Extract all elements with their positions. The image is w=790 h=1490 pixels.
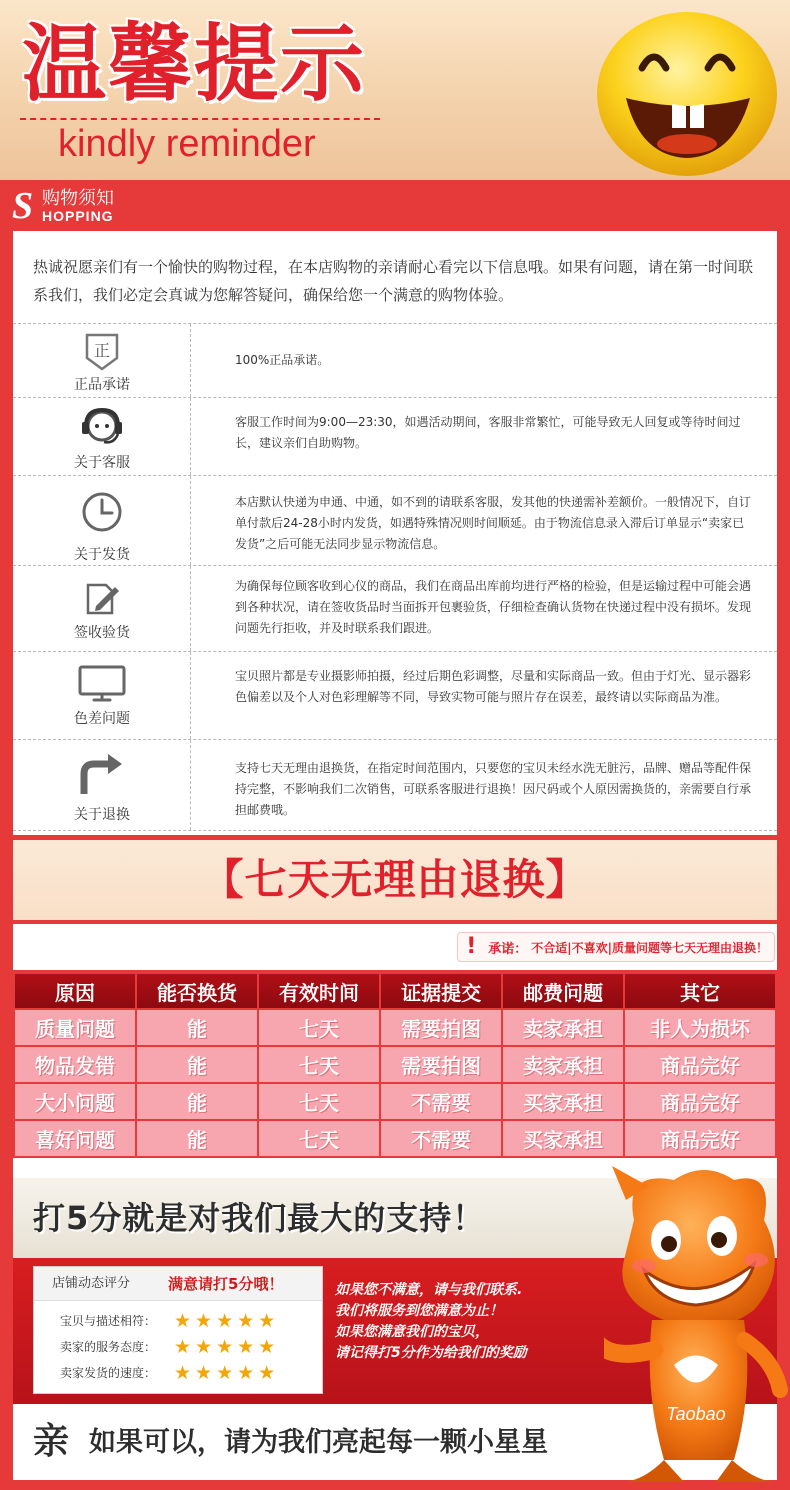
table-row	[14, 1009, 776, 1046]
table-cell: 大小问题	[14, 1083, 136, 1120]
table-cell: 质量问题	[14, 1009, 136, 1046]
table-cell: 商品完好	[624, 1083, 776, 1120]
page-title: 温馨提示	[22, 15, 367, 113]
smiley-face-icon	[594, 6, 780, 176]
table-cell: 七天	[258, 1083, 380, 1120]
shopping-logo-letter: S	[12, 185, 34, 227]
page-subtitle: kindly reminder	[58, 123, 316, 165]
table-cell: 需要拍图	[380, 1009, 502, 1046]
notice-text: 为确保每位顾客收到心仪的商品，我们在商品出库前均进行严格的检验，但是运输过程中可能会遇到各种状况，请在签收货品时当面拆开包裹验货，仔细检查确认货物在快递过程中没有损坏。发现问题先行拒收，并及时联系我们跟进。	[235, 579, 752, 635]
table-cell: 买家承担	[502, 1083, 624, 1120]
sign-document-icon	[82, 582, 122, 616]
notice-label: 正品承诺	[74, 377, 130, 393]
genuine-badge-icon	[82, 332, 122, 372]
notice-label: 关于退换	[74, 807, 130, 823]
table-cell: 卖家承担	[502, 1046, 624, 1083]
rating-line-shipping	[60, 1361, 320, 1385]
table-cell: 商品完好	[624, 1046, 776, 1083]
rating-label: 卖家发货的速度：	[60, 1366, 157, 1380]
title-divider	[20, 118, 380, 120]
notice-text: 100%正品承诺。	[235, 353, 330, 367]
notice-item-return	[13, 739, 777, 831]
intro-text: 热诚祝愿亲们有一个愉快的购物过程，在本店购物的亲请耐心看完以下信息哦。如果有问题，请在第一时间联系我们，我们必定会真诚为您解答疑问，确保给您一个满意的购物体验。	[33, 258, 754, 304]
table-header-cell: 其它	[624, 973, 776, 1009]
table-cell: 买家承担	[502, 1120, 624, 1157]
return-arrow-icon	[78, 752, 126, 796]
table-cell: 七天	[258, 1046, 380, 1083]
svg-text:正: 正	[93, 341, 110, 360]
table-cell: 不需要	[380, 1120, 502, 1157]
rating-label: 卖家的服务态度：	[60, 1340, 157, 1354]
final-appeal-text: 如果可以，请为我们亮起每一颗小星星	[89, 1427, 548, 1458]
notice-label: 签收验货	[74, 625, 130, 641]
table-header-cell: 有效时间	[258, 973, 380, 1009]
monitor-icon	[77, 664, 127, 704]
table-header-row	[14, 973, 776, 1009]
rating-line-description	[60, 1309, 320, 1333]
table-cell: 物品发错	[14, 1046, 136, 1083]
table-row	[14, 1120, 776, 1157]
rating-label: 宝贝与描述相符：	[60, 1314, 157, 1328]
rating-card-hint: 满意请打5分哦！	[168, 1275, 284, 1293]
table-cell: 能	[136, 1120, 258, 1157]
notice-text: 本店默认快递为申通、中通，如不到的请联系客服，发其他的快递需补差额价。一般情况下，自订单付款后24-28小时内发货，如遇特殊情况则时间顺延。由于物流信息录入滞后订单显示“卖家已发货”之后可能无法同步显示物流信息。	[235, 495, 752, 551]
shopping-logo-cn: 购物须知	[42, 188, 114, 209]
table-row	[14, 1083, 776, 1120]
promise-label: 承诺：	[488, 941, 528, 957]
svg-text:Taobao: Taobao	[666, 1404, 726, 1424]
table-cell: 卖家承担	[502, 1009, 624, 1046]
rating-card-header	[34, 1267, 322, 1301]
shopping-notice-panel	[13, 231, 777, 835]
customer-service-icon	[78, 406, 126, 450]
return-policy-title: 【七天无理由退换】	[201, 855, 589, 904]
shopping-logo-en: HOPPING	[42, 208, 114, 224]
slogan-line: 我们将服务到您满意为止！	[335, 1303, 503, 1319]
table-row	[14, 1046, 776, 1083]
header-banner	[0, 0, 790, 180]
table-cell: 不需要	[380, 1083, 502, 1120]
table-cell: 能	[136, 1083, 258, 1120]
slogan-line: 如果您不满意，请与我们联系.	[335, 1282, 523, 1298]
table-cell: 喜好问题	[14, 1120, 136, 1157]
notice-item-color	[13, 651, 777, 739]
final-appeal-big: 亲	[33, 1421, 70, 1462]
return-policy-table	[13, 972, 777, 1158]
notice-list	[13, 323, 777, 831]
table-cell: 能	[136, 1009, 258, 1046]
slogan-list	[335, 1280, 635, 1364]
star-rating-icon[interactable]: ★★★★★	[174, 1336, 280, 1358]
notice-label: 关于客服	[74, 455, 130, 471]
shopping-logo	[12, 186, 142, 226]
table-header-cell: 原因	[14, 973, 136, 1009]
table-cell: 商品完好	[624, 1120, 776, 1157]
promise-badge	[457, 932, 775, 962]
slogan-line: 如果您满意我们的宝贝，	[335, 1324, 489, 1340]
notice-text: 客服工作时间为9:00—23:30，如遇活动期间，客服非常繁忙，可能导致无人回复或等待时间过长，建议亲们自助购物。	[235, 415, 741, 450]
notice-item-shipping	[13, 475, 777, 565]
table-cell: 需要拍图	[380, 1046, 502, 1083]
support-title: 打5分就是对我们最大的支持！	[33, 1199, 486, 1237]
rating-line-service	[60, 1335, 320, 1359]
notice-text: 宝贝照片都是专业摄影师拍摄，经过后期色彩调整，尽量和实际商品一致。但由于灯光、显示器彩色偏差以及个人对色彩理解等不同，导致实物可能与照片存在误差，最终请以实际商品为准。	[235, 669, 752, 704]
promise-strip	[13, 924, 777, 970]
star-rating-icon[interactable]: ★★★★★	[174, 1310, 280, 1332]
notice-text: 支持七天无理由退换货，在指定时间范围内，只要您的宝贝未经水洗无脏污，品牌、赠品等配件保持完整，不影响我们二次销售，可联系客服进行退换！因尺码或个人原因需换货的，亲需要自行承担邮费哦。	[235, 761, 752, 817]
shop-rating-card	[33, 1266, 323, 1394]
slogan-line: 请记得打5分作为给我们的奖励	[335, 1345, 527, 1361]
notice-label: 关于发货	[74, 547, 130, 563]
table-cell: 七天	[258, 1009, 380, 1046]
notice-item-inspection	[13, 565, 777, 651]
taobao-mascot-icon	[604, 1160, 790, 1490]
table-header-cell: 能否换货	[136, 973, 258, 1009]
notice-item-genuine	[13, 323, 777, 397]
return-policy-banner	[13, 840, 777, 920]
table-cell: 非人为损坏	[624, 1009, 776, 1046]
clock-icon	[80, 490, 124, 534]
notice-item-service	[13, 397, 777, 475]
promise-text: 不合适|不喜欢|质量问题等七天无理由退换！	[531, 940, 768, 955]
table-header-cell: 邮费问题	[502, 973, 624, 1009]
exclamation-icon: !	[466, 934, 477, 959]
notice-label: 色差问题	[74, 711, 130, 727]
table-header-cell: 证据提交	[380, 973, 502, 1009]
rating-card-title: 店铺动态评分	[52, 1276, 131, 1291]
table-cell: 能	[136, 1046, 258, 1083]
table-cell: 七天	[258, 1120, 380, 1157]
star-rating-icon[interactable]: ★★★★★	[174, 1362, 280, 1384]
